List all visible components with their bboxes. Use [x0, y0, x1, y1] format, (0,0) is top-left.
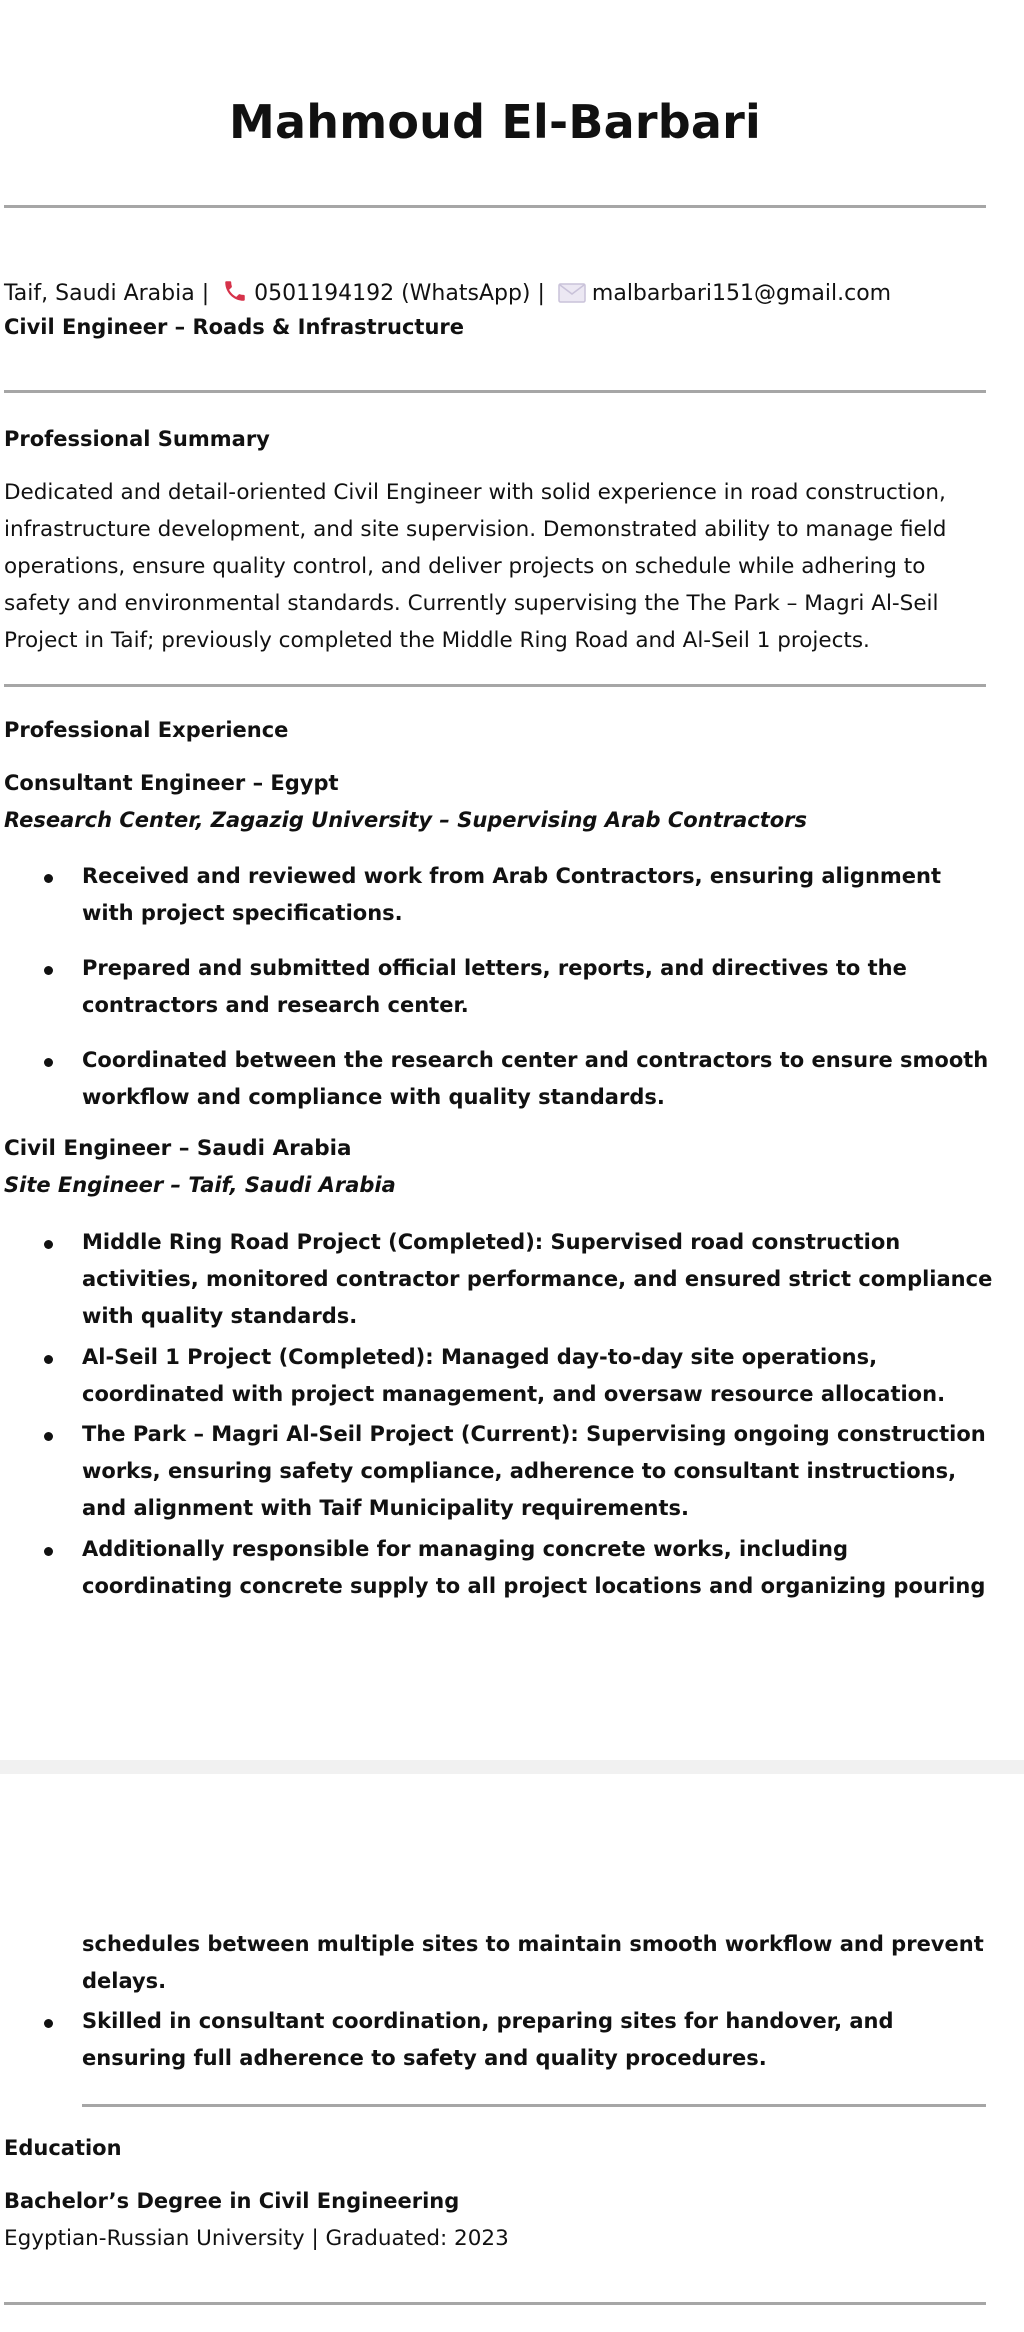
- experience-divider: [82, 2104, 986, 2107]
- bullet-dot: [44, 966, 53, 975]
- job-subtitle: Research Center, Zagazig University – Supervising Arab Contractors: [4, 808, 808, 832]
- summary-divider: [4, 684, 986, 687]
- list-item: Additionally responsible for managing concrete works, including coordinating concrete supply to all project locations and organizing pouring: [82, 1537, 986, 1598]
- phone-icon: [222, 278, 248, 310]
- job-title: Civil Engineer – Saudi Arabia: [4, 1136, 352, 1161]
- mail-icon: [558, 282, 586, 310]
- page-break: [0, 1760, 1024, 1774]
- bullet-dot: [44, 874, 53, 883]
- list-item: Al-Seil 1 Project (Completed): Managed day-to-day site operations, coordinated with project management, and oversaw resource allocation.: [82, 1345, 946, 1406]
- bullet-dot: [44, 1355, 53, 1364]
- contact-line: [4, 278, 891, 310]
- email-link[interactable]: malbarbari151@gmail.com: [591, 281, 892, 306]
- candidate-name: Mahmoud El-Barbari: [229, 95, 761, 149]
- education-heading: Education: [4, 2136, 122, 2160]
- list-item: Coordinated between the research center and contractors to ensure smooth workflow and compliance with quality standards.: [82, 1048, 989, 1109]
- bullet-dot: [44, 1058, 53, 1067]
- job-subtitle: Site Engineer – Taif, Saudi Arabia: [4, 1173, 396, 1197]
- bullet-dot: [44, 1240, 53, 1249]
- summary-text: Dedicated and detail-oriented Civil Engineer with solid experience in road construction, infrastructure development, and site supervision. Demonstrated ability to manage field operations, ensure quality control, and deliver projects on schedule while adhering to safety and environmental standards. Currently supervising the The Park – Magri Al-Seil Project in Taif; previously completed the Middle Ring Road and Al-Seil 1 projects.: [4, 480, 947, 653]
- title-divider: [4, 390, 986, 393]
- bullet-dot: [44, 2019, 53, 2028]
- resume-page-2: [0, 1774, 1024, 2332]
- location-text: Taif, Saudi Arabia |: [4, 281, 210, 306]
- list-item: Middle Ring Road Project (Completed): Supervised road construction activities, monitored contractor performance, and ensured strict compliance with quality standards.: [82, 1230, 993, 1328]
- list-item: Received and reviewed work from Arab Contractors, ensuring alignment with project specifications.: [82, 864, 942, 925]
- list-item: Skilled in consultant coordination, preparing sites for handover, and ensuring full adherence to safety and quality procedures.: [82, 2009, 894, 2070]
- institution-text: Egyptian-Russian University | Graduated: 2023: [4, 2226, 509, 2251]
- experience-heading: Professional Experience: [4, 718, 289, 742]
- job-title: Consultant Engineer – Egypt: [4, 771, 339, 795]
- list-item: Prepared and submitted official letters, reports, and directives to the contractors and research center.: [82, 956, 907, 1017]
- phone-text: 0501194192 (WhatsApp) |: [254, 281, 545, 306]
- bullet-dot: [44, 1547, 53, 1556]
- list-item: The Park – Magri Al-Seil Project (Current): Supervising ongoing construction works, ensuring safety compliance, adherence to consultant instructions, and alignment with Taif Municipality requirements.: [82, 1422, 986, 1520]
- summary-heading: Professional Summary: [4, 427, 270, 451]
- professional-title: Civil Engineer – Roads & Infrastructure: [4, 315, 464, 339]
- degree-title: Bachelor’s Degree in Civil Engineering: [4, 2189, 460, 2213]
- header-divider: [4, 205, 986, 208]
- education-divider: [4, 2302, 986, 2305]
- bullet-dot: [44, 1432, 53, 1441]
- list-item-continued: schedules between multiple sites to maintain smooth workflow and prevent delays.: [82, 1932, 984, 1993]
